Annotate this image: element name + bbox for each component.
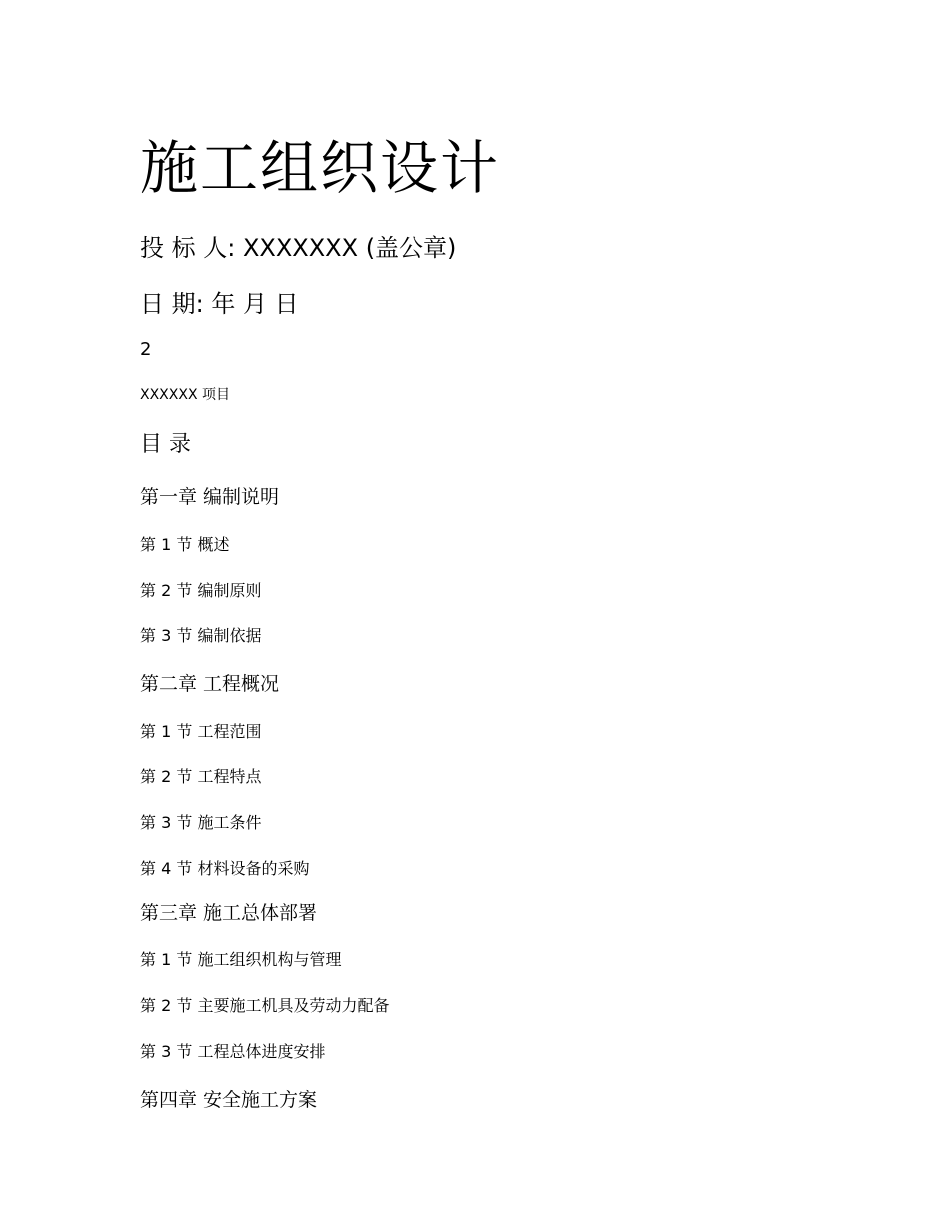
toc-chapter: 第一章 编制说明 <box>140 486 280 508</box>
toc-section: 第 1 节 施工组织机构与管理 <box>140 950 342 969</box>
toc-section: 第 2 节 主要施工机具及劳动力配备 <box>140 996 390 1015</box>
toc-section: 第 1 节 概述 <box>140 535 230 554</box>
toc-section: 第 1 节 工程范围 <box>140 722 262 741</box>
bidder-line: 投 标 人: XXXXXXX (盖公章) <box>140 234 457 262</box>
toc-heading: 目 录 <box>140 432 191 457</box>
toc-section: 第 4 节 材料设备的采购 <box>140 859 310 878</box>
document-title: 施工组织设计 <box>140 134 501 202</box>
toc-section: 第 3 节 编制依据 <box>140 626 262 645</box>
toc-chapter: 第四章 安全施工方案 <box>140 1089 318 1111</box>
project-header: XXXXXX 项目 <box>140 387 230 403</box>
date-line: 日 期: 年 月 日 <box>140 290 299 318</box>
page-number: 2 <box>140 339 152 360</box>
toc-chapter: 第二章 工程概况 <box>140 673 280 695</box>
toc-section: 第 2 节 工程特点 <box>140 767 262 786</box>
toc-chapter: 第三章 施工总体部署 <box>140 902 318 924</box>
toc-section: 第 3 节 施工条件 <box>140 813 262 832</box>
toc-section: 第 2 节 编制原则 <box>140 581 262 600</box>
toc-section: 第 3 节 工程总体进度安排 <box>140 1042 326 1061</box>
